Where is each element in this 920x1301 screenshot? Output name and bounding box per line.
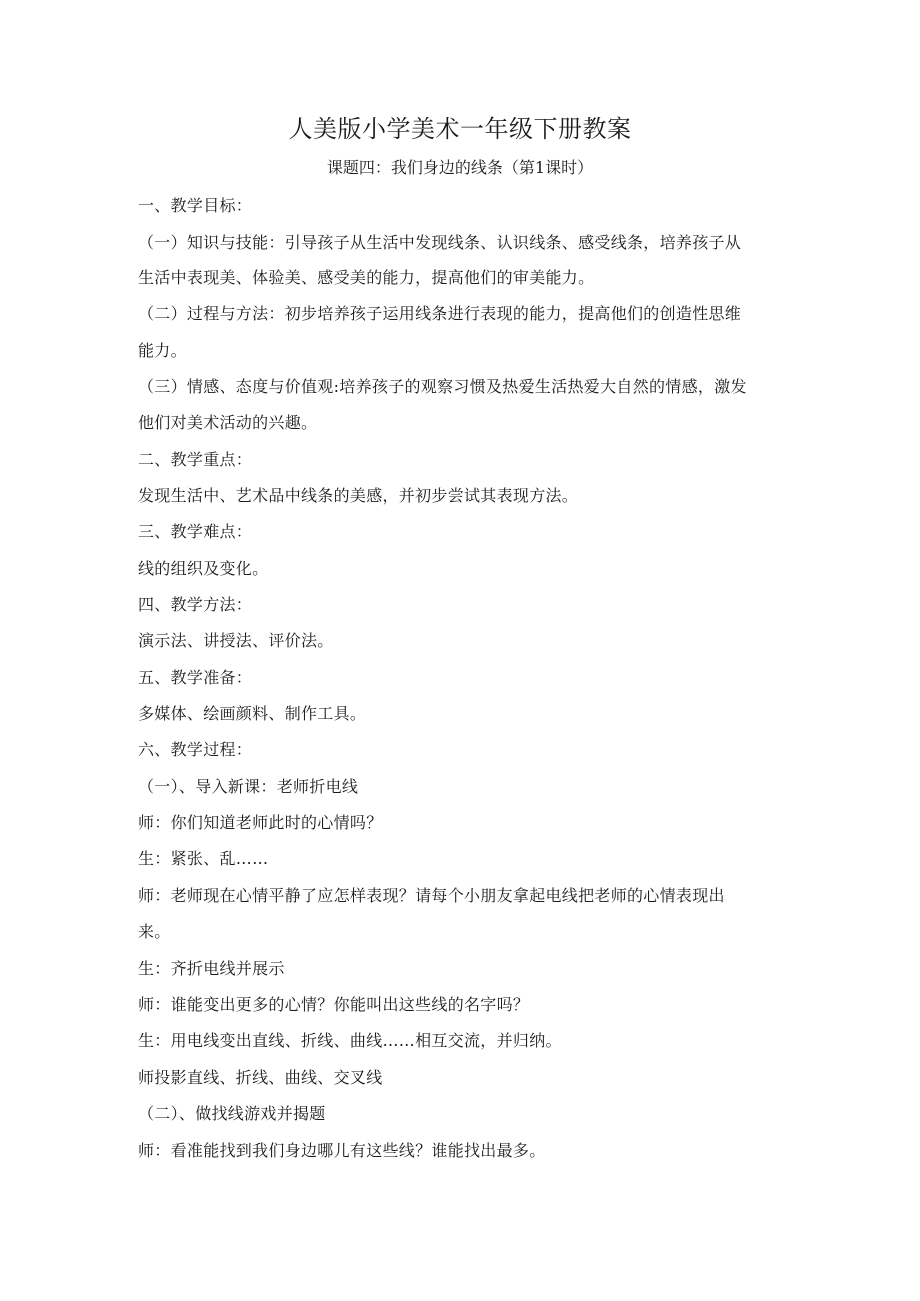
paragraph-line: 发现生活中、艺术品中线条的美感，并初步尝试其表现方法。 <box>138 486 579 505</box>
heading-key-points: 二、教学重点： <box>138 450 253 469</box>
paragraph-line: 来。 <box>138 922 171 941</box>
paragraph-line: 师投影直线、折线、曲线、交叉线 <box>138 1068 383 1087</box>
paragraph-line: 能力。 <box>138 341 187 360</box>
paragraph-line: （一）知识与技能：引导孩子从生活中发现线条、认识线条、感受线条，培养孩子从 <box>138 233 742 252</box>
heading-preparation: 五、教学准备： <box>138 668 253 687</box>
paragraph-line: 线的组织及变化。 <box>138 559 269 578</box>
heading-process: 六、教学过程： <box>138 740 253 759</box>
paragraph-line: 师：看准能找到我们身边哪儿有这些线？谁能找出最多。 <box>138 1141 546 1160</box>
paragraph-line: （一）、导入新课：老师折电线 <box>138 777 359 796</box>
paragraph-line: 生：齐折电线并展示 <box>138 959 285 978</box>
document-title: 人美版小学美术一年级下册教案 <box>288 115 632 143</box>
paragraph-line: 生：紧张、乱…… <box>138 849 269 868</box>
paragraph-line: （二）过程与方法：初步培养孩子运用线条进行表现的能力，提高他们的创造性思维 <box>138 304 742 323</box>
paragraph-line: （二）、做找线游戏并揭题 <box>138 1104 326 1123</box>
paragraph-line: （三）情感、态度与价值观:培养孩子的观察习惯及热爱生活热爱大自然的情感，激发 <box>138 377 747 396</box>
paragraph-line: 演示法、讲授法、评价法。 <box>138 631 334 650</box>
paragraph-line: 师：谁能变出更多的心情？你能叫出这些线的名字吗？ <box>138 995 530 1014</box>
paragraph-line: 生活中表现美、体验美、感受美的能力，提高他们的审美能力。 <box>138 268 595 287</box>
heading-methods: 四、教学方法： <box>138 595 253 614</box>
paragraph-line: 他们对美术活动的兴趣。 <box>138 413 318 432</box>
heading-difficulties: 三、教学难点： <box>138 522 253 541</box>
paragraph-line: 多媒体、绘画颜料、制作工具。 <box>138 704 367 723</box>
document-subtitle: 课题四：我们身边的线条（第1课时） <box>326 158 594 177</box>
paragraph-line: 师：你们知道老师此时的心情吗？ <box>138 813 383 832</box>
heading-objectives: 一、教学目标： <box>138 196 253 215</box>
paragraph-line: 师：老师现在心情平静了应怎样表现？请每个小朋友拿起电线把老师的心情表现出 <box>138 886 725 905</box>
paragraph-line: 生：用电线变出直线、折线、曲线……相互交流，并归纳。 <box>138 1031 562 1050</box>
